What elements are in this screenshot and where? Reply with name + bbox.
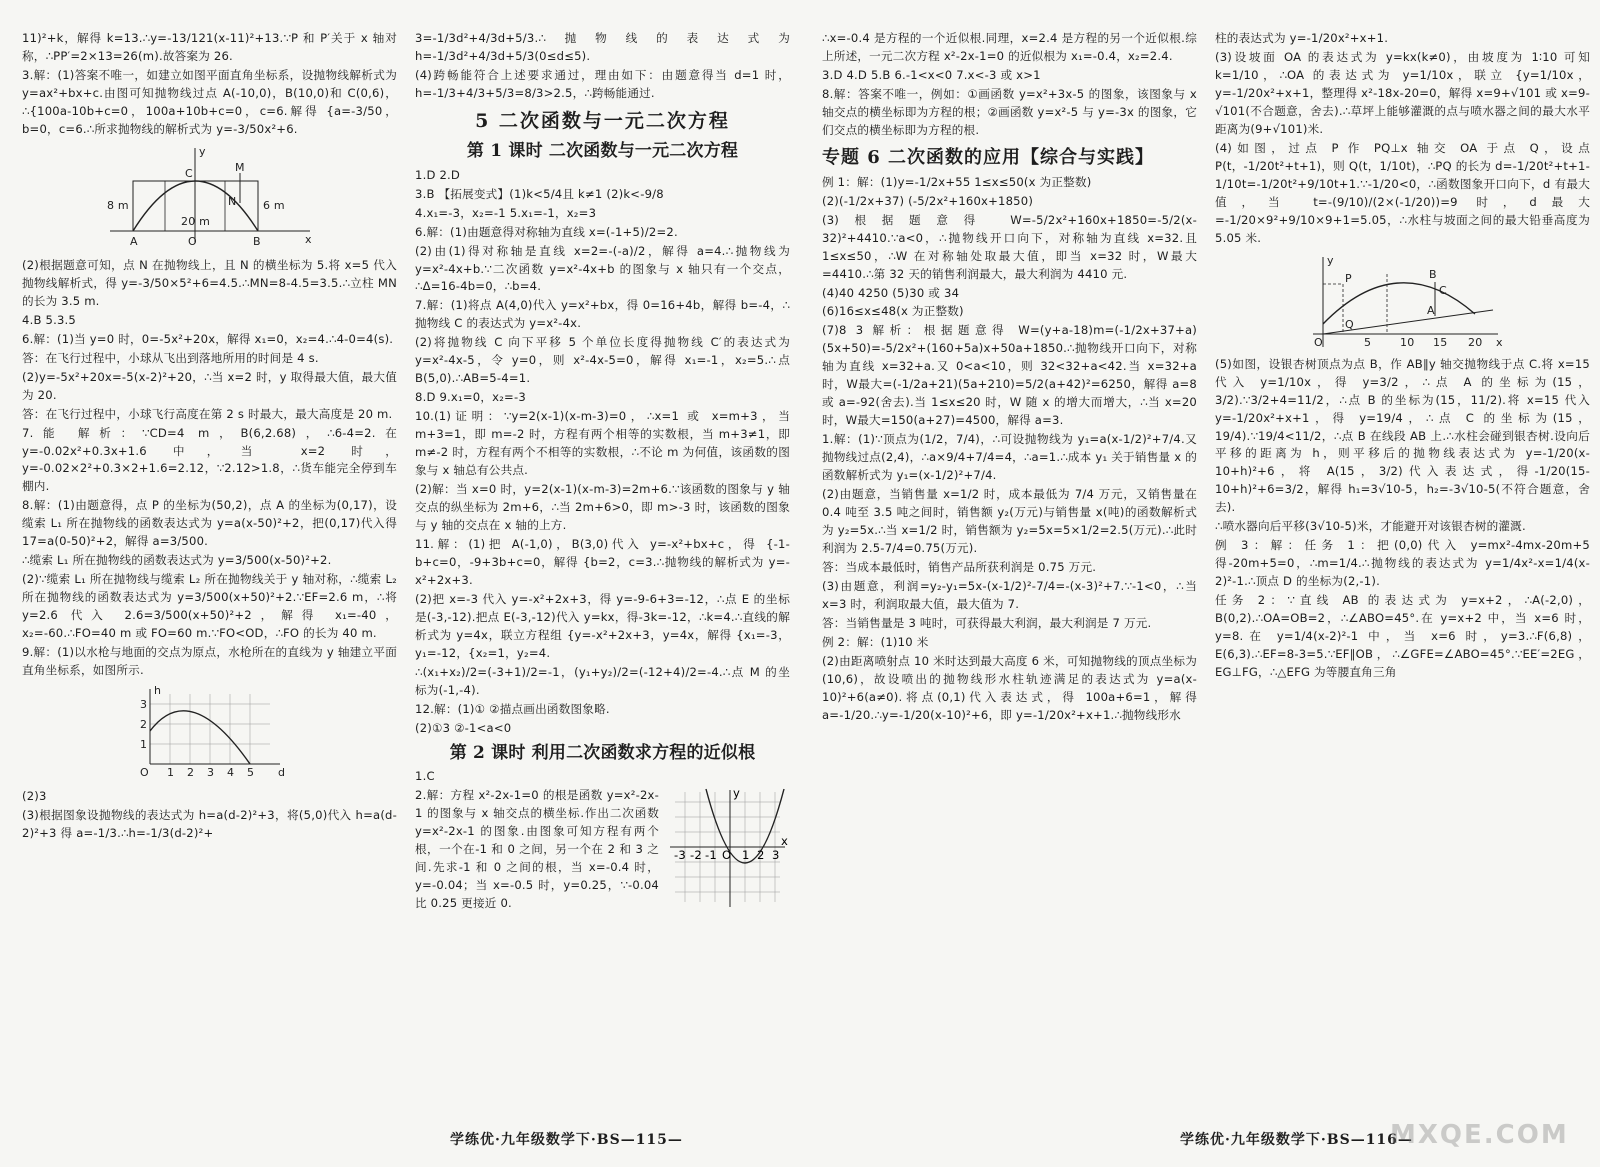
fig3-tick: -3 (674, 848, 686, 862)
fig1-label-y: y (198, 144, 206, 158)
figure-grid-parabola (665, 787, 790, 912)
text-line: (2)y=-5x²+20x=-5(x-2)²+20，∴当 x=2 时，y 取得最大值，最大值为 20. (22, 369, 397, 402)
fig4-label-x: x (1495, 335, 1503, 349)
fig1-label-A: A (129, 234, 138, 248)
page-footer-right: 学练优·九年级数学下·BS—116— (1180, 1132, 1413, 1148)
text-line: 11.解：(1)把 A(-1,0)，B(3,0)代入 y=-x²+bx+c，得 {-1-b+c=0，-9+3b+c=0，解得 {b=2，c=3.∴抛物线的解析式为 y=-x²+2x+3. (415, 537, 790, 587)
column-3 (822, 30, 1197, 1110)
fig3-label-o: O (722, 848, 732, 862)
right-page (800, 0, 1600, 1167)
fig4-label-A: A (1426, 303, 1435, 317)
text-line: ∴x=-0.4 是方程的一个近似根.同理，x=2.4 是方程的另一个近似根.综上所述，一元二次方程 x²-2x-1=0 的近似根为 x₁=-0.4，x₂=2.4. (822, 31, 1197, 63)
text-line: 4.x₁=-3，x₂=-1 5.x₁=-1，x₂=3 (415, 205, 597, 220)
column-4 (1215, 30, 1590, 1110)
fig4-label-C: C (1438, 283, 1447, 297)
watermark: MXQE.COM (1390, 1120, 1569, 1150)
text-line: (2)将抛物线 C 向下平移 5 个单位长度得抛物线 C′的表达式为 y=x²-4x-5，令 y=0，则 x²-4x-5=0，解得 x₁=-1，x₂=5.∴点 B(5,0).∴AB=5-4=1. (415, 335, 790, 386)
page-footer-left: 学练优·九年级数学下·BS—115— (450, 1132, 683, 1148)
fig4-label-Q: Q (1344, 317, 1354, 331)
text-line: (2)把 x=-3 代入 y=-x²+2x+3，得 y=-9-6+3=-12，∴点 E 的坐标是(-3,-12).把点 E(-3,-12)代入 y=kx，得-3k=-12，∴k=4.∴直线的解析式为 y=4x，联立方程组 {y=-x²+2x+3，y=4x，解得 {x₁=-3，y₁=-12，{x₂=1，y₂=4. (415, 591, 790, 660)
fig2-label-o: O (139, 766, 149, 780)
fig2-tick: 1 (166, 766, 174, 780)
text-line: 1.D 2.D (415, 167, 461, 182)
fig3-tick: -1 (705, 848, 717, 862)
text-line: 答：当成本最低时，销售产品所获利润是 0.75 万元. (822, 560, 1097, 575)
text-line: (2)由距离喷射点 10 米时达到最大高度 6 米，可知抛物线的顶点坐标为(10,6)，故设喷出的抛物线形水柱轨迹满足的表达式为 y=a(x-10)²+6(a≠0).将点(0,1)代入表达式，得 100a+6=1，解得 a=-1/20.∴y=-1/20(x-10)²+6，即 y=-1/20x²+x+1.∴抛物线形水 (822, 653, 1197, 722)
text-line: 任务 2：∵直线 AB 的表达式为 y=x+2，∴A(-2,0)，B(0,2).∴OA=OB=2，∴∠ABO=45°.在 y=x+2 中，当 x=6 时，y=8.在 y=1/4(x-2)²-1 中，当 x=6 时，y=3.∴F(6,8)，E(6,3).∴EF=8-3=5.∵EF∥OB，∴∠GFE=∠ABO=45°.∵EE′=2EG，EG⊥FG，∴△EFG 为等腰直角三角 (1215, 593, 1590, 680)
lesson-subtitle: 第 1 课时 二次函数与一元二次方程 (466, 141, 739, 162)
text-line: 8.D 9.x₁=0，x₂=-3 (415, 390, 526, 405)
text-line: (2)根据题意可知，点 N 在抛物线上，且 N 的横坐标为 5.将 x=5 代入抛物线解析式，得 y=-3/50×5²+6=4.5.∴MN=8-4.5=3.5.∴立柱 MN 的长为 3.5 m. (22, 257, 397, 308)
text-line: 答：当销售量是 3 吨时，可获得最大利润，最大利润是 7 万元. (822, 615, 1152, 630)
text-line: ∴缆索 L₁ 所在抛物线的函数表达式为 y=3/500(x-50)²+2. (22, 553, 332, 568)
fig2-label-h: h (153, 684, 161, 698)
text-line: (7)8 3 解析：根据题意得 W=(y+a-18)m=(-1/2x+37+a)(5x+50)=-5/2x²+(160+5a)x+50a+1850.∴抛物线开口向下，对称轴为直线 x=32+a.又 0<a<10，则 32<32+a<42.当 x=32+a 时，W最大=(-1/2a+21)(5a+210)=5/2(a+42)²=6250，解得 a=8 或 a=-92(舍去).当 1≤x≤20 时，W 随 x 的增大而增大，∴当 x=20 时，W最大=150(a+27)=4500，解得 a=3. (822, 323, 1197, 428)
text-line: 答：在飞行过程中，小球从飞出到落地所用的时间是 4 s. (22, 350, 319, 365)
fig2-label-d: d (277, 766, 285, 780)
text-line: 8.解：(1)由题意得，点 P 的坐标为(50,2)，点 A 的坐标为(0,17)，设缆索 L₁ 所在抛物线的函数表达式为 y=a(x-50)²+2，把(0,17)代入得 17=a(0-50)²+2，解得 a=3/500. (22, 498, 397, 549)
answer-with-figure (415, 787, 790, 914)
text-line: 例 3：解：任务 1：把(0,0)代入 y=mx²-4mx-20m+5 得-20m+5=0，∴m=1/4.∴抛物线的表达式为 y=1/4x²-x=1/4(x-2)²-1.∴顶点 D 的坐标为(2,-1). (1215, 538, 1590, 589)
text-line: (3)设坡面 OA 的表达式为 y=kx(k≠0)，由坡度为 1∶10 可知 k=1/10，∴OA 的表达式为 y=1/10x，联立 {y=1/10x，y=-1/20x²+x+1，整理得 x²-18x-20=0，解得 x=9+√101 或 x=9-√101(不合题意，舍去).∴草坪上能够灌溉的点与喷水器之间的最大水平距离为(9+√101)米. (1215, 49, 1590, 136)
text-line: (4)跨畅能符合上述要求通过，理由如下：由题意得当 d=1 时，h=-1/3+4/3+5/3=8/3>2.5，∴跨畅能通过. (415, 67, 790, 100)
text-line: (3)根据题意得 W=-5/2x²+160x+1850=-5/2(x-32)²+4410.∵a<0，∴抛物线开口向下，对称轴为直线 x=32.且 1≤x≤50，∴W 在对称轴处取最大值，即当 x=32 时，W最大=4410.∴第 32 天的销售利润最大，最大利润为 4410 元. (822, 212, 1197, 281)
lesson-subtitle: 第 2 课时 利用二次函数求方程的近似根 (449, 742, 756, 763)
text-line: 例 2：解：(1)10 米 (822, 634, 929, 649)
text-line: (2)解：当 x=0 时，y=2(x-1)(x-m-3)=2m+6.∵该函数的图象与 y 轴交点的纵坐标为 2m+6，∴当 2m+6>0，即 m>-3 时，该函数的图象与 y 轴的交点在 x 轴的上方. (415, 482, 790, 533)
text-line: (2)由(1)得对称轴是直线 x=2=-(-a)/2，解得 a=4.∴抛物线为 y=x²-4x+b.∵二次函数 y=x²-4x+b 的图象与 x 轴只有一个交点，∴Δ=16-4b=0，∴b=4. (415, 243, 790, 294)
figure-bridge-parabola (105, 143, 315, 253)
fig1-label-20m: 20 m (180, 214, 210, 228)
fig1-label-C: C (184, 166, 193, 180)
text-line: (4)如图，过点 P 作 PQ⊥x 轴交 OA 于点 Q，设点 P(t，-1/20t²+t+1)，则 Q(t，1/10t)，∴PQ 的长为 d=-1/20t²+t+1-1/10t=-1/20t²+9/10t+1.∵-1/20<0，∴函数图象开口向下，d 有最大值，当 t=-(9/10)/(2×(-1/20))=9 时，d最大=-1/20×9²+9/10×9+1=5.05，∴水柱与坡面之间的最大铅垂高度为 5.05 米. (1215, 140, 1590, 245)
fig2-tick: 2 (139, 718, 147, 732)
text-line: (6)16≤x≤48(x 为正整数) (822, 304, 964, 319)
text-line: (5)如图，设银杏树顶点为点 B，作 AB∥y 轴交抛物线于点 C.将 x=15 代入 y=1/10x，得 y=3/2，∴点 A 的坐标为(15，3/2).∵3/2+4=11/2，∴点 B 的坐标为(15，11/2).将 x=15 代入 y=-1/20x²+x+1，得 y=19/4，∴点 C 的坐标为(15，19/4).∵19/4<11/2，∴点 B 在线段 AB 上.∴水柱会碰到银杏树.设向后平移的距离为 h，则平移后的抛物线表达式为 y=-1/20(x-10+h)²+6，将 A(15，3/2)代入表达式，得-1/20(15-10+h)²+6=3/2，解得 h₁=3√10-5，h₂=-3√10-5(不符合题意，舍去). (1215, 356, 1590, 515)
fig4-label-y: y (1326, 253, 1334, 267)
fig4-tick: 15 (1432, 335, 1447, 349)
fig4-label-o: O (1313, 335, 1323, 349)
text-line: (4)40 4250 (5)30 或 34 (822, 285, 960, 300)
fig4-tick: 10 (1399, 335, 1414, 349)
fig1-label-N: N (227, 194, 236, 208)
topic-title: 专题 6 二次函数的应用【综合与实践】 (822, 146, 1155, 168)
figure-sprinkler-slope (1303, 252, 1503, 352)
fig2-tick: 3 (139, 698, 147, 712)
fig2-tick: 4 (226, 766, 234, 780)
text-line: 1.解：(1)∵顶点为(1/2，7/4)，∴可设抛物线为 y₁=a(x-1/2)²+7/4.又抛物线过点(2,4)，∴a×9/4+7/4=4，∴a=1.∴成本 y₁ 关于销售量 x 的函数解析式为 y₁=(x-1/2)²+7/4. (822, 432, 1197, 483)
fig3-tick: 2 (757, 848, 765, 862)
text-line: 3.B 【拓展变式】(1)k<5/4且 k≠1 (2)k<-9/8 (415, 186, 664, 201)
text-line: ∴喷水器向后平移(3√10-5)米，才能避开对该银杏树的灌溉. (1215, 519, 1526, 534)
fig1-label-B: B (252, 234, 261, 248)
fig3-tick: 3 (772, 848, 780, 862)
fig4-label-P: P (1344, 271, 1352, 285)
fig1-label-8m: 8 m (106, 198, 129, 212)
section-title: 5 二次函数与一元二次方程 (475, 109, 730, 132)
fig2-tick: 3 (206, 766, 214, 780)
fig4-label-B: B (1428, 267, 1437, 281)
text-line: 例 1：解：(1)y=-1/2x+55 1≤x≤50(x 为正整数) (822, 174, 1092, 189)
fig3-tick: 1 (742, 848, 750, 862)
text-line: 6.解：(1)当 y=0 时，0=-5x²+20x，解得 x₁=0，x₂=4.∴4-0=4(s). (22, 331, 394, 346)
text-line: 10.(1)证明：∵y=2(x-1)(x-m-3)=0，∴x=1 或 x=m+3，当 m+3=1，即 m=-2 时，方程有两个相等的实数根，当 m+3≠1，即 m≠-2 时，方程有两个不相等的实数根，∴不论 m 为何值，该函数的图象与 x 轴总有公共点. (415, 409, 790, 478)
text-line: 12.解：(1)① ②描点画出函数图象略. (415, 701, 610, 716)
fig4-tick: 5 (1363, 335, 1371, 349)
fig2-tick: 5 (246, 766, 254, 780)
text-line: 8.解：答案不唯一，例如：①画函数 y=x²+3x-5 的图象，该图象与 x 轴交点的横坐标即为方程的根；②画函数 y=x²-5 与 y=-3x 的图象，它们交点的横坐标即为方程的根. (822, 86, 1197, 137)
text-line: 7.解：(1)将点 A(4,0)代入 y=x²+bx，得 0=16+4b，解得 b=-4，∴抛物线 C 的表达式为 y=x²-4x. (415, 298, 790, 331)
fig2-tick: 2 (186, 766, 194, 780)
text-line: (2)①3 ②-1<a<0 (415, 720, 512, 735)
text-line: 11)²+k，解得 k=13.∴y=-13/121(x-11)²+13.∵P 和 P′关于 x 轴对称，∴PP′=2×13=26(m).故答案为 26. (22, 31, 397, 63)
text-line: (3)根据图象设抛物线的表达式为 h=a(d-2)²+3，将(5,0)代入 h=a(d-2)²+3 得 a=-1/3.∴h=-1/3(d-2)²+ (22, 808, 397, 841)
fig4-tick: 20 (1467, 335, 1482, 349)
text-line: ∴(x₁+x₂)/2=(-3+1)/2=-1，(y₁+y₂)/2=(-12+4)/2=-4.∴点 M 的坐标为(-1,-4). (415, 664, 790, 697)
text-line: (2)∵缆索 L₁ 所在抛物线与缆索 L₂ 所在抛物线关于 y 轴对称，∴缆索 L₂ 所在抛物线的函数表达式为 y=3/500(x+50)²+2.∵EF=2.6 m，∴将 y=2.6 代入 2.6=3/500(x+50)²+2，解得 x₁=-40，x₂=-60.∴FO=40 m 或 FO=60 m.∵FO<OD，∴FO 的长为 40 m. (22, 572, 397, 641)
fig3-label-y: y (733, 787, 741, 800)
text-line: 柱的表达式为 y=-1/20x²+x+1. (1215, 31, 1389, 45)
fig1-label-x: x (304, 232, 312, 246)
text-line: (3)由题意，利润=y₂-y₁=5x-(x-1/2)²-7/4=-(x-3)²+7.∵-1<0，∴当 x=3 时，利润取最大值，最大值为 7. (822, 579, 1197, 611)
fig1-label-O: O (187, 234, 197, 248)
column-2 (415, 30, 790, 1110)
column-1 (22, 30, 397, 1110)
fig1-label-M: M (234, 160, 245, 174)
text-line: 3.D 4.D 5.B 6.-1<x<0 7.x<-3 或 x>1 (822, 67, 1041, 82)
fig3-tick: -2 (690, 848, 702, 862)
text-line: 4.B 5.3.5 (22, 312, 77, 327)
text-line: 3=-1/3d²+4/3d+5/3.∴抛物线的表达式为 h=-1/3d²+4/3d+5/3(0≤d≤5). (415, 31, 790, 63)
text-line: (2)由题意，当销售量 x=1/2 时，成本最低为 7/4 万元，又销售量在 0.4 吨至 3.5 吨之间时，销售额 y₂(万元)与销售量 x(吨)的函数解析式为 y₂=5x.∴当 x=1/2 时，销售额为 y₂=5x=5×1/2=2.5(万元).∴此时利润为 2.5-7/4=0.75(万元). (822, 487, 1197, 556)
text-line: 6.解：(1)由题意得对称轴为直线 x=(-1+5)/2=2. (415, 224, 678, 239)
fig3-label-x: x (781, 834, 789, 848)
text-line: 1.C (415, 769, 435, 784)
text-line: 答：在飞行过程中，小球飞行高度在第 2 s 时最大，最大高度是 20 m. (22, 406, 393, 421)
fig2-tick: 1 (139, 738, 147, 752)
figure-water-parabola (130, 684, 290, 784)
text-line: 3.解：(1)答案不唯一，如建立如图平面直角坐标系，设抛物线解析式为 y=ax²+bx+c.由图可知抛物线过点 A(-10,0)，B(10,0)和 C(0,6)，∴{100a-10b+c=0，100a+10b+c=0，c=6.解得 {a=-3/50，b=0，c=6.∴所求抛物线的解析式为 y=-3/50x²+6. (22, 67, 397, 136)
text-line: 7.能 解析：∵CD=4 m，B(6,2.68)，∴6-4=2.在 y=-0.02x²+0.3x+1.6 中，当 x=2 时，y=-0.02×2²+0.3×2+1.6=2.12，∵2.12>1.8，∴货车能完全停到车棚内. (22, 425, 397, 494)
text-line: 9.解：(1)以水枪与地面的交点为原点，水枪所在的直线为 y 轴建立平面直角坐标系，如图所示. (22, 645, 397, 678)
text-line: (2)3 (22, 789, 47, 804)
fig1-label-6m: 6 m (262, 198, 285, 212)
text-line: 2.解：方程 x²-2x-1=0 的根是函数 y=x²-2x-1 的图象与 x 轴交点的横坐标.作出二次函数 y=x²-2x-1 的图象.由图象可知方程有两个根，一个在-1 和 0 之间，另一个在 2 和 3 之间.先求-1 和 0 之间的根，当 x=-0.4 时，y=-0.04；当 x=-0.5 时，y=0.25，∵-0.04 比 0.25 更接近 0. (415, 788, 659, 910)
text-line: (2)(-1/2x+37) (-5/2x²+160x+1850) (822, 193, 1034, 208)
